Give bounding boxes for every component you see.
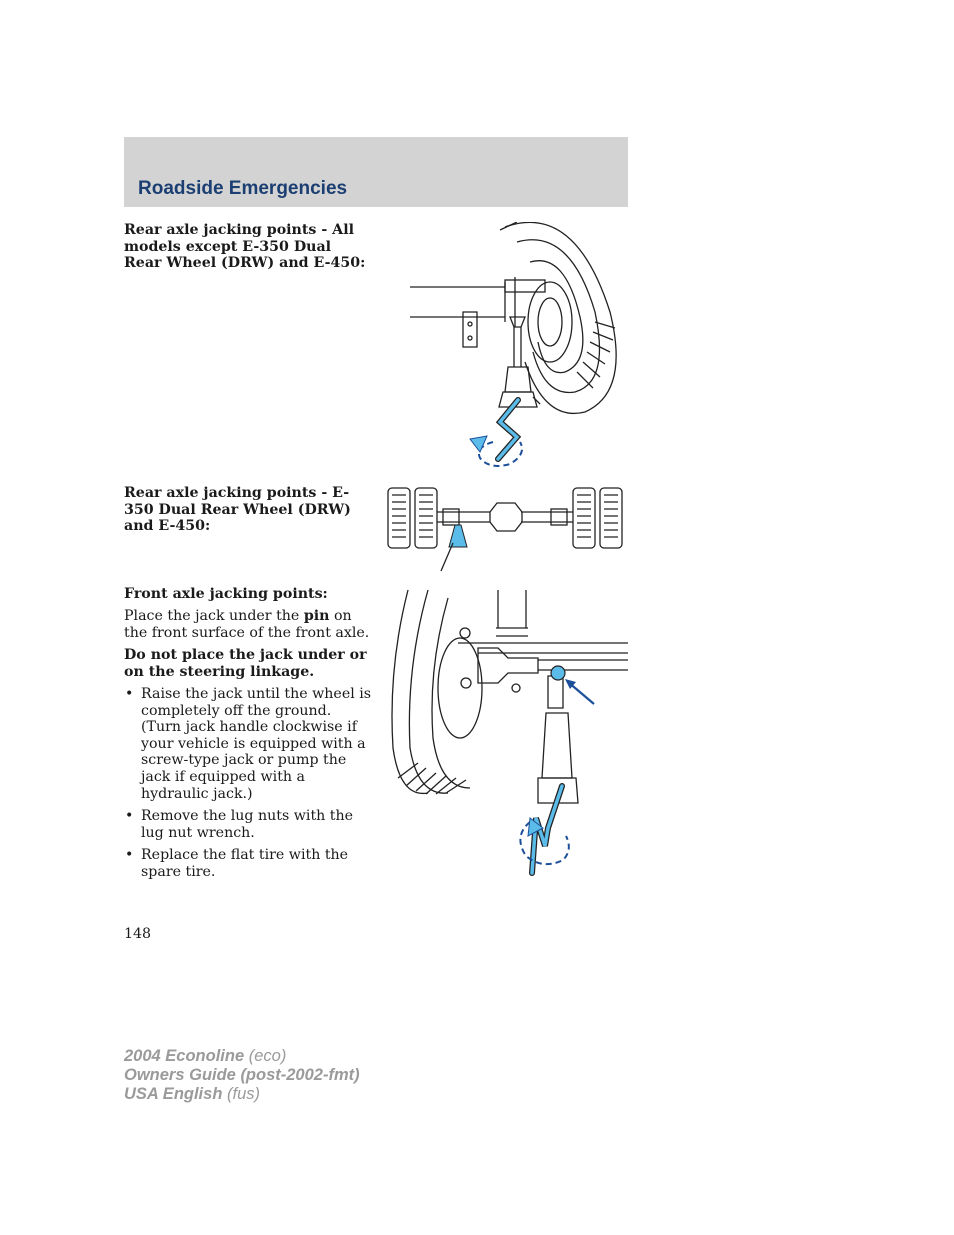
page-number: 148 [124,926,152,942]
section-title: Roadside Emergencies [138,178,348,199]
document-footer [124,1047,360,1104]
footer-language: USA English [124,1085,223,1103]
footer-guide: Owners Guide (post-2002-fmt) [124,1066,360,1084]
footer-model: 2004 Econoline [124,1047,245,1065]
front-axle-jack-illustration [388,588,630,883]
front-intro-start: Place the jack under the [124,608,304,624]
rear-srw-heading: Rear axle jacking points - All models except E-350 Dual Rear Wheel (DRW) and E-450: [124,222,366,272]
footer-model-code: (eco) [244,1047,287,1065]
front-intro-pin: pin [303,608,330,624]
rear-drw-heading: Rear axle jacking points - E-350 Dual Rear Wheel (DRW) and E-450: [124,485,351,535]
instruction-list [124,686,374,887]
list-item: • Remove the lug nuts with the lug nut wrench. [125,808,354,841]
footer-language-code: (fus) [222,1085,260,1103]
front-heading: Front axle jacking points: [124,586,328,602]
front-intro-end: on the front surface of the front axle. [124,608,370,641]
dual-rear-axle-illustration [385,485,630,575]
rear-axle-jack-illustration [405,222,630,472]
list-item: • Raise the jack until the wheel is completely off the ground. (Turn jack handle clockwise if your vehicle is equipped with a screw-type jack or pump the jack if equipped with a hydraulic jack.) [125,686,372,802]
list-item: • Replace the flat tire with the spare tire. [125,847,349,880]
front-intro [124,608,372,641]
steering-warning: Do not place the jack under or on the steering linkage. [124,647,367,680]
